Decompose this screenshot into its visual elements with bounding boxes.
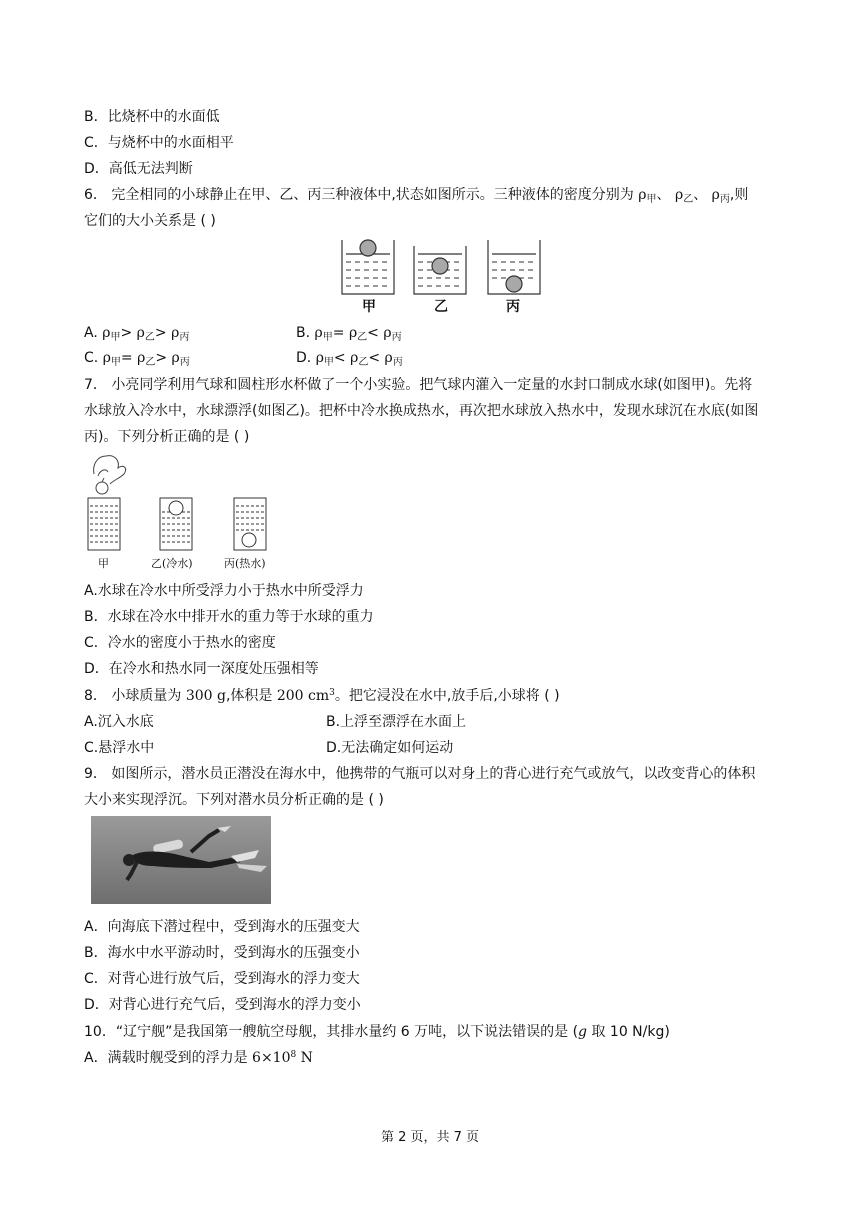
q6-option-b: B. $\rho_甲= \rho_乙< \rho_丙$ — [296, 325, 402, 343]
beaker-bing — [488, 240, 540, 294]
q6-label-jia: 甲 — [362, 299, 376, 315]
page-number-footer: 第 2 页，共 7 页 — [380, 1130, 480, 1145]
q7-stem-line1: 7． 小亮同学利用气球和圆柱形水杯做了一个小实验。把气球内灌入一定量的水封口制成水球(如图甲)。先将 — [84, 377, 753, 393]
q9-option-c: C．对背心进行放气后，受到海水的浮力变大 — [84, 971, 360, 987]
q7-option-a: A.水球在冷水中所受浮力小于热水中所受浮力 — [84, 583, 364, 599]
q7-stem-line3: 丙)。下列分析正确的是 ( ) — [84, 429, 250, 445]
q6-label-bing: 丙 — [506, 299, 520, 315]
q9-option-d: D．对背心进行充气后，受到海水的浮力变小 — [84, 997, 361, 1013]
q7-stem-line2: 水球放入冷水中，水球漂浮(如图乙)。把杯中冷水换成热水，再次把水球放入热水中，发现水球沉在水底(如图 — [84, 403, 759, 419]
q7-option-c: C．冷水的密度小于热水的密度 — [84, 635, 276, 651]
q8-option-a: A.沉入水底 — [84, 714, 154, 730]
q7-label-bing: 丙(热水) — [224, 557, 266, 570]
q8-option-c: C.悬浮水中 — [84, 740, 155, 756]
q8-option-b: B.上浮至漂浮在水面上 — [326, 714, 467, 730]
q10-stem: 10．“辽宁舰”是我国第一艘航空母舰，其排水量约 6 万吨，以下说法错误的是 (g 取 10 N/kg) — [84, 1024, 670, 1040]
cup-yi — [160, 498, 192, 550]
q6-label-yi: 乙 — [434, 299, 448, 315]
q10-option-a: A．满载时舰受到的浮力是 $6\times 10^8$ N — [84, 1050, 313, 1066]
q6-option-c: C. $\rho_甲= \rho_乙> \rho_丙$ — [84, 350, 190, 368]
q5-option-b: B．比烧杯中的水面低 — [84, 109, 220, 125]
q9-option-a: A．向海底下潜过程中，受到海水的压强变大 — [84, 919, 360, 935]
beaker-yi — [414, 246, 466, 294]
hand-icon — [94, 456, 126, 494]
q7-cups-figure — [84, 450, 284, 556]
q5-option-d: D．高低无法判断 — [84, 161, 193, 177]
q6-stem-line1: 6． 完全相同的小球静止在甲、乙、丙三种液体中,状态如图所示。三种液体的密度分别为 $\rho_甲$、 $\rho_乙$、 $\rho_丙$,则 — [84, 187, 749, 205]
diver-photo — [91, 816, 271, 904]
q6-option-d: D. $\rho_甲< \rho_乙< \rho_丙$ — [296, 350, 403, 368]
q8-option-d: D.无法确定如何运动 — [326, 740, 454, 756]
cup-jia — [88, 498, 120, 550]
q8-stem: 8． 小球质量为 300 g,体积是 200 $cm^3$。把它浸没在水中,放手后,小球将 ( ) — [84, 688, 560, 704]
cup-bing — [234, 498, 266, 550]
q5-option-c: C．与烧杯中的水面相平 — [84, 135, 234, 151]
q9-stem-line1: 9． 如图所示，潜水员正潜没在海水中，他携带的气瓶可以对身上的背心进行充气或放气，以改变背心的体积 — [84, 766, 756, 782]
q7-option-b: B．水球在冷水中排开水的重力等于水球的重力 — [84, 609, 374, 625]
q7-option-d: D．在冷水和热水同一深度处压强相等 — [84, 661, 319, 677]
q9-stem-line2: 大小来实现浮沉。下列对潜水员分析正确的是 ( ) — [84, 792, 384, 808]
q7-label-jia: 甲 — [98, 557, 109, 570]
beaker-jia — [342, 240, 394, 294]
q6-stem-line2: 它们的大小关系是 ( ) — [84, 213, 216, 229]
q6-option-a: A. $\rho_甲> \rho_乙> \rho_丙$ — [84, 325, 190, 343]
q9-option-b: B．海水中水平游动时，受到海水的压强变小 — [84, 945, 360, 961]
q7-label-yi: 乙(冷水) — [151, 557, 193, 570]
